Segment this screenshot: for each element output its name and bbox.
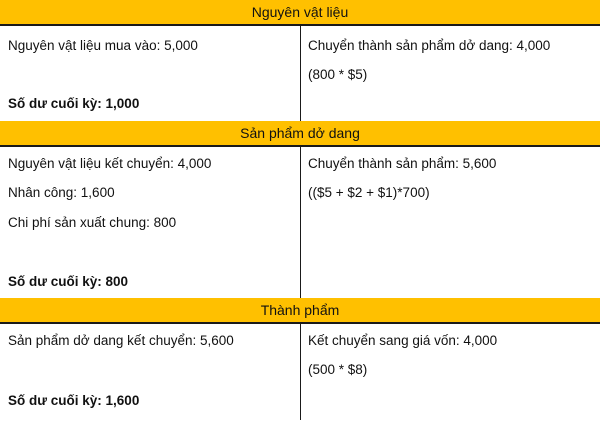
credit-entry: Chuyển thành sản phẩm dở dang: 4,000 bbox=[308, 38, 551, 53]
t-account-title: Nguyên vật liệu bbox=[0, 0, 600, 26]
credit-entry: Chuyển thành sản phẩm: 5,600 bbox=[308, 156, 497, 171]
debit-entry: Nhân công: 1,600 bbox=[8, 185, 115, 200]
t-account-divider bbox=[300, 26, 301, 121]
ending-balance: Số dư cuối kỳ: 1,000 bbox=[8, 96, 140, 111]
t-account-title: Thành phẩm bbox=[0, 298, 600, 324]
credit-entry-detail: (($5 + $2 + $1)*700) bbox=[308, 185, 430, 200]
t-account-raw-materials bbox=[0, 0, 600, 121]
ending-balance: Số dư cuối kỳ: 1,600 bbox=[8, 393, 140, 408]
debit-entry: Sản phẩm dở dang kết chuyển: 5,600 bbox=[8, 333, 234, 348]
credit-entry-detail: (800 * $5) bbox=[308, 67, 368, 82]
debit-entry: Chi phí sản xuất chung: 800 bbox=[8, 215, 177, 230]
credit-entry: Kết chuyển sang giá vốn: 4,000 bbox=[308, 333, 498, 348]
t-account-divider bbox=[300, 324, 301, 420]
debit-entry: Nguyên vật liệu mua vào: 5,000 bbox=[8, 38, 198, 53]
debit-entry: Nguyên vật liệu kết chuyển: 4,000 bbox=[8, 156, 212, 171]
t-account-divider bbox=[300, 147, 301, 298]
credit-entry-detail: (500 * $8) bbox=[308, 362, 368, 377]
ending-balance: Số dư cuối kỳ: 800 bbox=[8, 274, 129, 289]
t-account-work-in-process bbox=[0, 121, 600, 298]
t-account-title: Sản phẩm dở dang bbox=[0, 121, 600, 147]
t-account-finished-goods bbox=[0, 298, 600, 421]
